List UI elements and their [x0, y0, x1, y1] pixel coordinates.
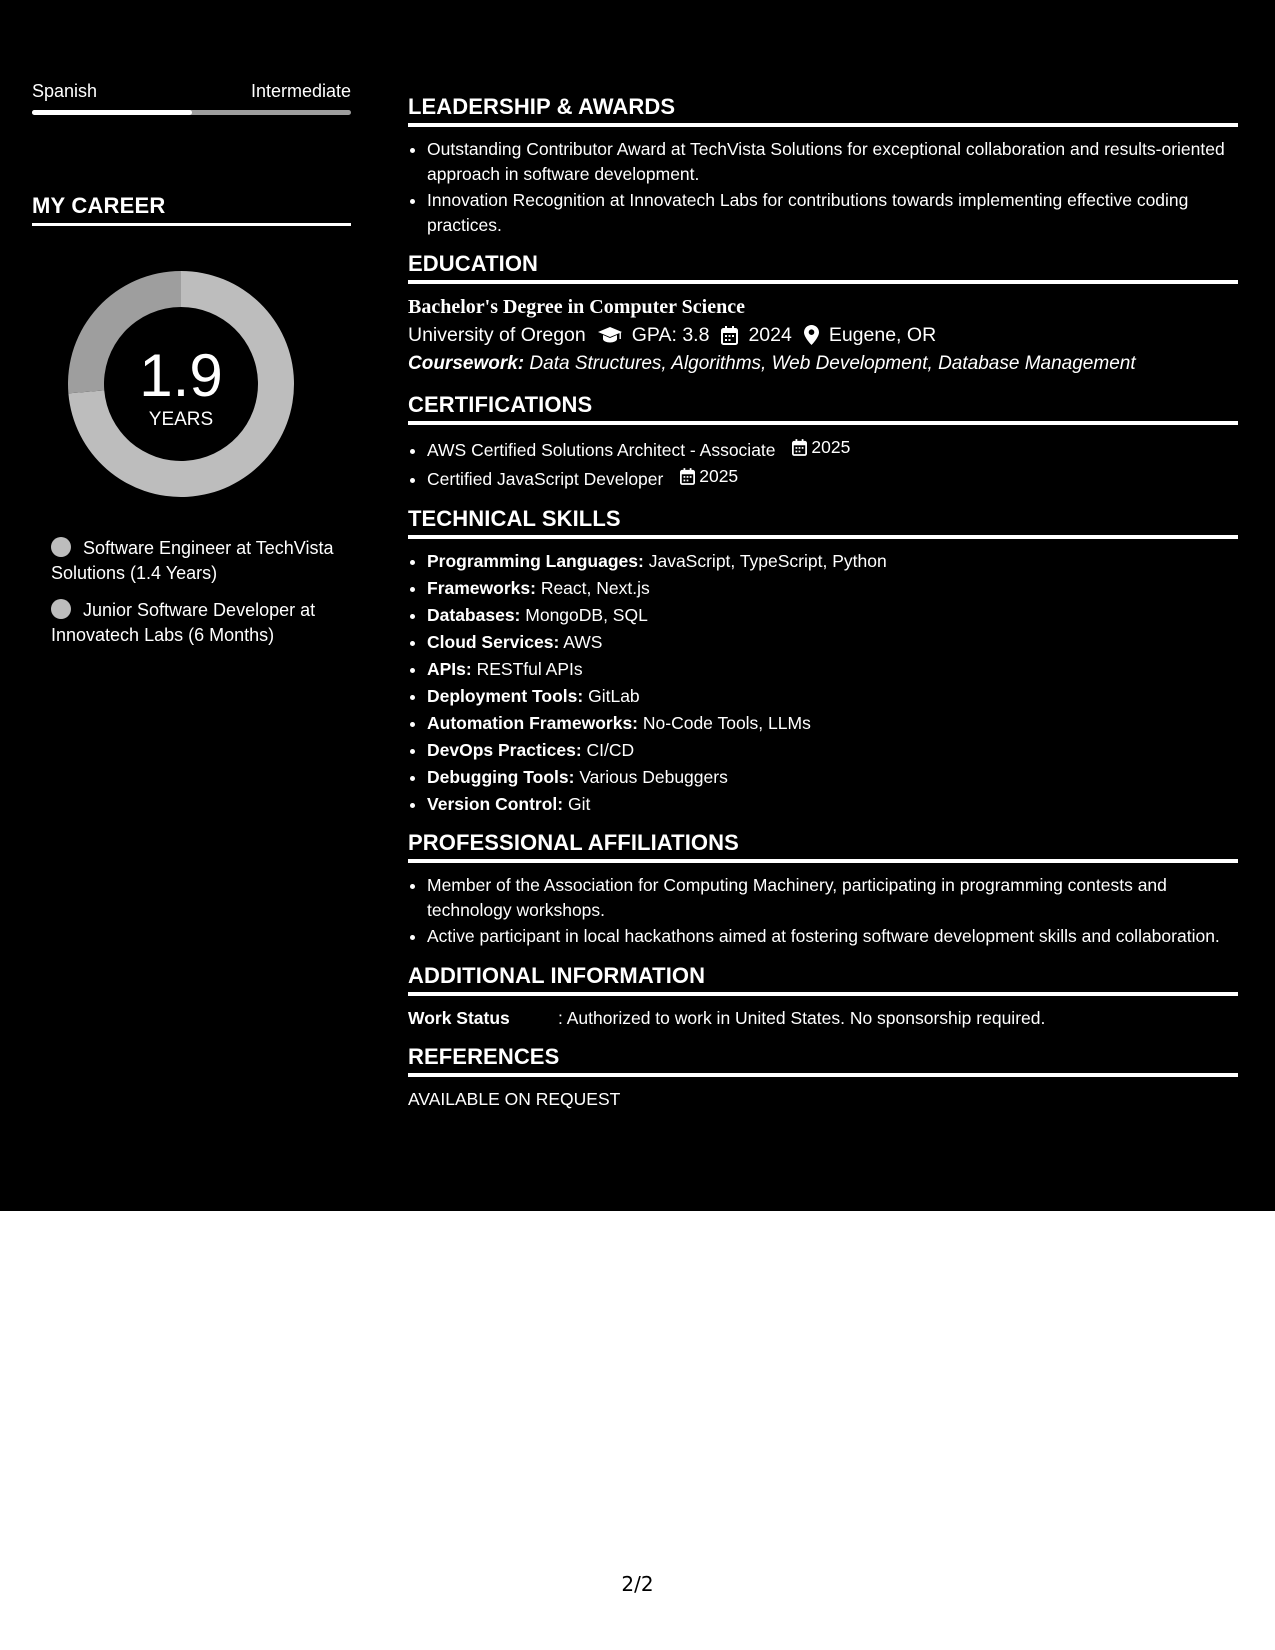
list-item: • Outstanding Contributor Award at TechVista Solutions for exceptional collaboration and results-oriented approach in software development.	[427, 137, 1238, 186]
skill-value: Various Debuggers	[579, 766, 728, 787]
career-list	[32, 536, 351, 648]
skill-value: RESTful APIs	[476, 658, 583, 679]
section-title: LEADERSHIP & AWARDS	[408, 94, 676, 119]
section-title: ADDITIONAL INFORMATION	[408, 962, 706, 988]
career-heading-rule	[32, 223, 351, 226]
section-title: EDUCATION	[408, 251, 539, 276]
certification-name: AWS Certified Solutions Architect - Associate	[427, 439, 776, 460]
affiliations-list	[408, 873, 1238, 949]
skill-label: Debugging Tools:	[427, 766, 575, 787]
list-item	[427, 576, 1238, 601]
section-rule	[408, 280, 1238, 284]
list-item	[427, 765, 1238, 790]
career-dot-icon	[51, 599, 71, 619]
section-title: TECHNICAL SKILLS	[408, 505, 621, 531]
skill-value: MongoDB, SQL	[525, 604, 648, 625]
language-proficiency-fill	[32, 110, 192, 115]
certification-name: Certified JavaScript Developer	[427, 469, 664, 489]
skill-label: Cloud Services:	[427, 631, 560, 652]
section-title: REFERENCES	[408, 1043, 560, 1069]
section-rule	[408, 421, 1238, 425]
education-coursework	[408, 350, 1238, 378]
list-item	[427, 549, 1238, 574]
career-item-label: Junior Software Developer at Innovatech Labs (6 Months)	[51, 600, 316, 645]
skill-value: AWS	[563, 631, 603, 652]
language-name: Spanish	[32, 81, 98, 101]
certification-year: 2025	[699, 466, 739, 487]
coursework-value: Data Structures, Algorithms, Web Development, Database Management	[529, 353, 1136, 374]
skill-label: Frameworks:	[427, 577, 536, 598]
list-item: • Member of the Association for Computing Machinery, participating in programming contests and technology workshops.	[427, 873, 1238, 922]
education-year: 2024	[748, 324, 792, 346]
list-item	[427, 684, 1238, 709]
section-rule	[408, 992, 1238, 996]
list-item	[427, 630, 1238, 655]
list-item	[427, 435, 1238, 462]
skill-label: Programming Languages:	[427, 550, 644, 571]
language-row	[32, 80, 351, 102]
career-total-value: 1.9	[139, 342, 223, 409]
career-donut-chart	[65, 268, 297, 500]
skill-value: React, Next.js	[540, 577, 650, 598]
skill-value: JavaScript, TypeScript, Python	[648, 550, 887, 571]
career-item	[51, 598, 351, 648]
certifications-list	[408, 435, 1238, 492]
leadership-list	[408, 137, 1238, 237]
affiliations-section	[408, 830, 1238, 949]
skill-label: APIs:	[427, 658, 472, 679]
additional-info-section	[408, 963, 1238, 1030]
skill-value: Git	[568, 793, 591, 814]
list-item	[427, 738, 1238, 763]
education-school: University of Oregon	[408, 324, 586, 346]
career-dot-icon	[51, 537, 71, 557]
skill-label: Version Control:	[427, 793, 564, 814]
career-item	[51, 536, 351, 586]
coursework-label: Coursework:	[408, 353, 525, 374]
section-rule	[408, 859, 1238, 863]
technical-skills-section	[408, 506, 1238, 817]
leadership-section	[408, 94, 1238, 237]
references-section	[408, 1044, 1238, 1111]
education-section	[408, 251, 1238, 378]
career-total-unit: YEARS	[148, 409, 214, 430]
certification-year: 2025	[811, 437, 851, 457]
list-item	[427, 792, 1238, 817]
list-item	[427, 711, 1238, 736]
list-item	[427, 657, 1238, 682]
section-rule	[408, 1073, 1238, 1077]
info-value: : Authorized to work in United States. No sponsorship required.	[558, 1007, 1046, 1028]
skills-list	[408, 549, 1238, 817]
list-item: • Active participant in local hackathons aimed at fostering software development skills and collaboration.	[427, 924, 1238, 949]
language-proficiency-bar	[32, 110, 351, 115]
skill-label: DevOps Practices:	[427, 739, 582, 760]
skill-value: CI/CD	[586, 739, 635, 760]
right-column	[408, 94, 1238, 1125]
section-rule	[408, 535, 1238, 539]
career-item-label: Software Engineer at TechVista Solutions (1.4 Years)	[51, 538, 334, 583]
list-item: • Innovation Recognition at Innovatech Labs for contributions towards implementing effective coding practices.	[427, 188, 1238, 237]
graduation-cap-icon	[598, 326, 622, 344]
education-gpa: GPA: 3.8	[631, 324, 710, 346]
education-degree: Bachelor's Degree in Computer Science	[408, 296, 745, 318]
info-key: Work Status	[408, 1007, 510, 1028]
section-title: PROFESSIONAL AFFILIATIONS	[408, 830, 739, 855]
skill-value: GitLab	[588, 685, 640, 706]
language-level: Intermediate	[250, 81, 351, 101]
section-rule	[408, 123, 1238, 127]
skill-value: No-Code Tools, LLMs	[642, 712, 811, 733]
education-location: Eugene, OR	[828, 324, 937, 346]
calendar-icon	[792, 439, 807, 456]
map-pin-icon	[804, 325, 819, 345]
info-row	[408, 1006, 1238, 1030]
certifications-section	[408, 392, 1238, 492]
left-column	[32, 80, 351, 660]
calendar-icon	[680, 468, 695, 485]
page-number: 2/2	[621, 1572, 654, 1596]
references-text: AVAILABLE ON REQUEST	[408, 1088, 621, 1109]
skill-label: Databases:	[427, 604, 521, 625]
career-heading: MY CAREER	[32, 193, 166, 218]
list-item	[427, 464, 1238, 491]
list-item	[427, 603, 1238, 628]
education-details	[408, 320, 1238, 350]
section-title: CERTIFICATIONS	[408, 392, 593, 417]
calendar-icon	[721, 326, 738, 345]
skill-label: Automation Frameworks:	[427, 712, 638, 733]
skill-label: Deployment Tools:	[427, 685, 584, 706]
